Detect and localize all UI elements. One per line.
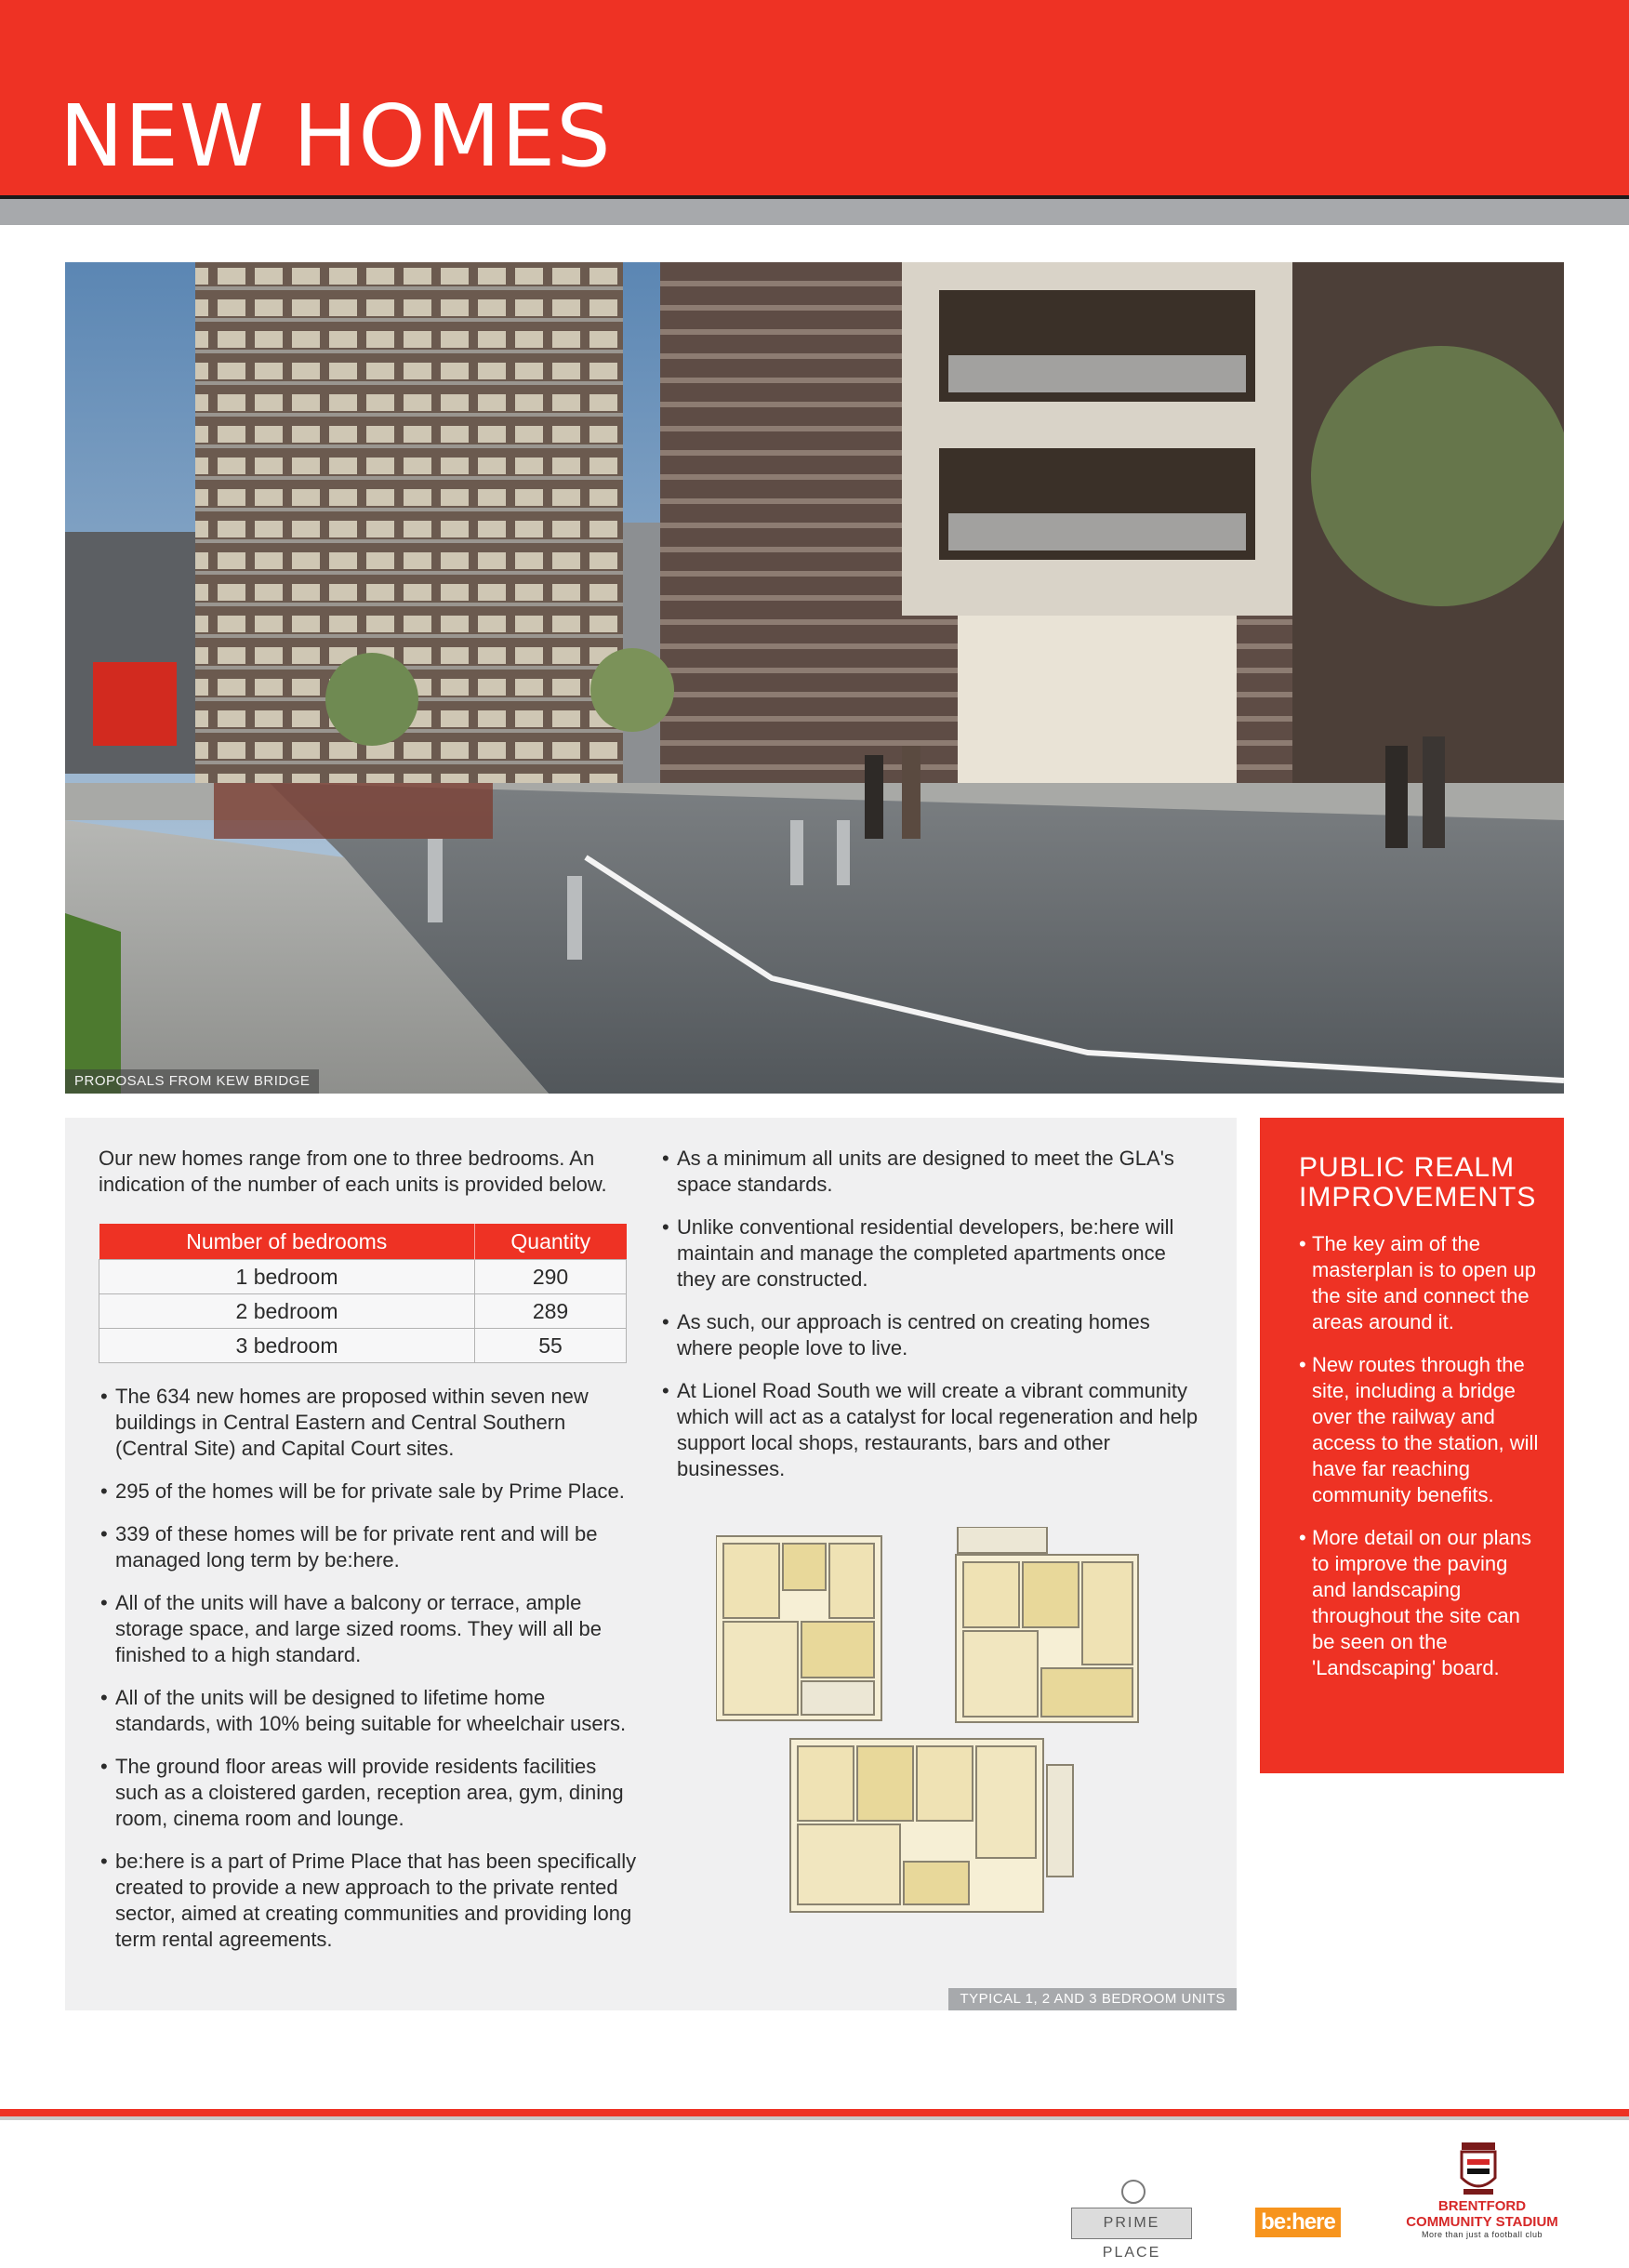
list-item: • More detail on our plans to improve the paving and landscaping throughout the site can be seen on the 'Landscaping' board. [1299, 1525, 1545, 1681]
sidebar-title-line: IMPROVEMENTS [1299, 1182, 1537, 1213]
table-row [99, 1329, 627, 1363]
sidebar-title [1299, 1153, 1564, 1213]
footer-divider [0, 2109, 1629, 2116]
page-title: NEW HOMES [60, 86, 612, 186]
prime-place-logo: PRIME PLACE [1071, 2208, 1192, 2239]
prime-place-icon [1121, 2180, 1146, 2204]
list-item: • At Lionel Road South we will create a vibrant community which will act as a catalyst for local regeneration and help support local shops, restaurants, bars and other businesses. [660, 1378, 1209, 1482]
table-cell: 3 bedroom [99, 1329, 475, 1363]
street-scene-illustration [65, 262, 1564, 1094]
table-row [99, 1260, 627, 1294]
right-bullet-list [660, 1146, 1209, 1482]
list-item: • All of the units will have a balcony or terrace, ample storage space, and large sized rooms. They will all be finished to a high standard. [99, 1590, 638, 1668]
behere-logo: be:here [1255, 2208, 1341, 2237]
table-header-bedrooms: Number of bedrooms [99, 1224, 475, 1260]
list-item: • The key aim of the masterplan is to open up the site and connect the areas around it. [1299, 1231, 1545, 1335]
sidebar-title-line: PUBLIC REALM [1299, 1152, 1516, 1183]
list-item: • As a minimum all units are designed to meet the GLA's space standards. [660, 1146, 1209, 1198]
photo-caption: PROPOSALS FROM KEW BRIDGE [65, 1069, 319, 1094]
table-cell: 1 bedroom [99, 1260, 475, 1294]
brentford-crest-icon [1458, 2141, 1499, 2196]
brentford-stadium-logo [1402, 2198, 1562, 2240]
header-grey-band [0, 199, 1629, 225]
list-item: • The 634 new homes are proposed within seven new buildings in Central Eastern and Central Southern (Central Site) and Capital Court sites. [99, 1384, 638, 1462]
table-row [99, 1294, 627, 1329]
table-header-quantity: Quantity [475, 1224, 627, 1260]
floor-plan-drawings [716, 1527, 1181, 1917]
sidebar-bullet-list [1299, 1231, 1545, 1681]
table-cell: 55 [475, 1329, 627, 1363]
list-item: • 295 of the homes will be for private sale by Prime Place. [99, 1479, 638, 1505]
floor-plans [716, 1527, 1181, 1945]
table-cell: 289 [475, 1294, 627, 1329]
list-item: • be:here is a part of Prime Place that has been specifically created to provide a new approach to the private rented sector, aimed at creating communities and providing long term rental agreements. [99, 1849, 638, 1953]
table-cell: 290 [475, 1260, 627, 1294]
list-item: • As such, our approach is centred on creating homes where people love to live. [660, 1309, 1209, 1361]
list-item: • 339 of these homes will be for private rent and will be managed long term by be:here. [99, 1521, 638, 1573]
list-item: • Unlike conventional residential developers, be:here will maintain and manage the completed apartments once they are constructed. [660, 1214, 1209, 1293]
stadium-tagline: More than just a football club [1421, 2230, 1543, 2239]
left-column [99, 1146, 638, 1970]
table-cell: 2 bedroom [99, 1294, 475, 1329]
footer-grey-line [0, 2116, 1629, 2120]
plans-caption: TYPICAL 1, 2 AND 3 BEDROOM UNITS [948, 1988, 1237, 2010]
stadium-line-2: COMMUNITY STADIUM [1406, 2214, 1558, 2230]
content-panel [65, 1118, 1237, 2010]
right-column [660, 1146, 1209, 1499]
intro-text: Our new homes range from one to three bedrooms. An indication of the number of each units is provided below. [99, 1147, 607, 1196]
list-item: • The ground floor areas will provide residents facilities such as a cloistered garden, reception area, gym, dining room, cinema room and lounge. [99, 1754, 638, 1832]
header-banner [0, 0, 1629, 195]
left-bullet-list [99, 1384, 638, 1953]
hero-rendering [65, 262, 1564, 1094]
list-item: • All of the units will be designed to lifetime home standards, with 10% being suitable for wheelchair users. [99, 1685, 638, 1737]
public-realm-sidebar [1260, 1118, 1564, 1773]
bedroom-table [99, 1224, 627, 1363]
stadium-line-1: BRENTFORD [1437, 2198, 1527, 2214]
list-item: • New routes through the site, including a bridge over the railway and access to the station, will have far reaching community benefits. [1299, 1352, 1545, 1508]
